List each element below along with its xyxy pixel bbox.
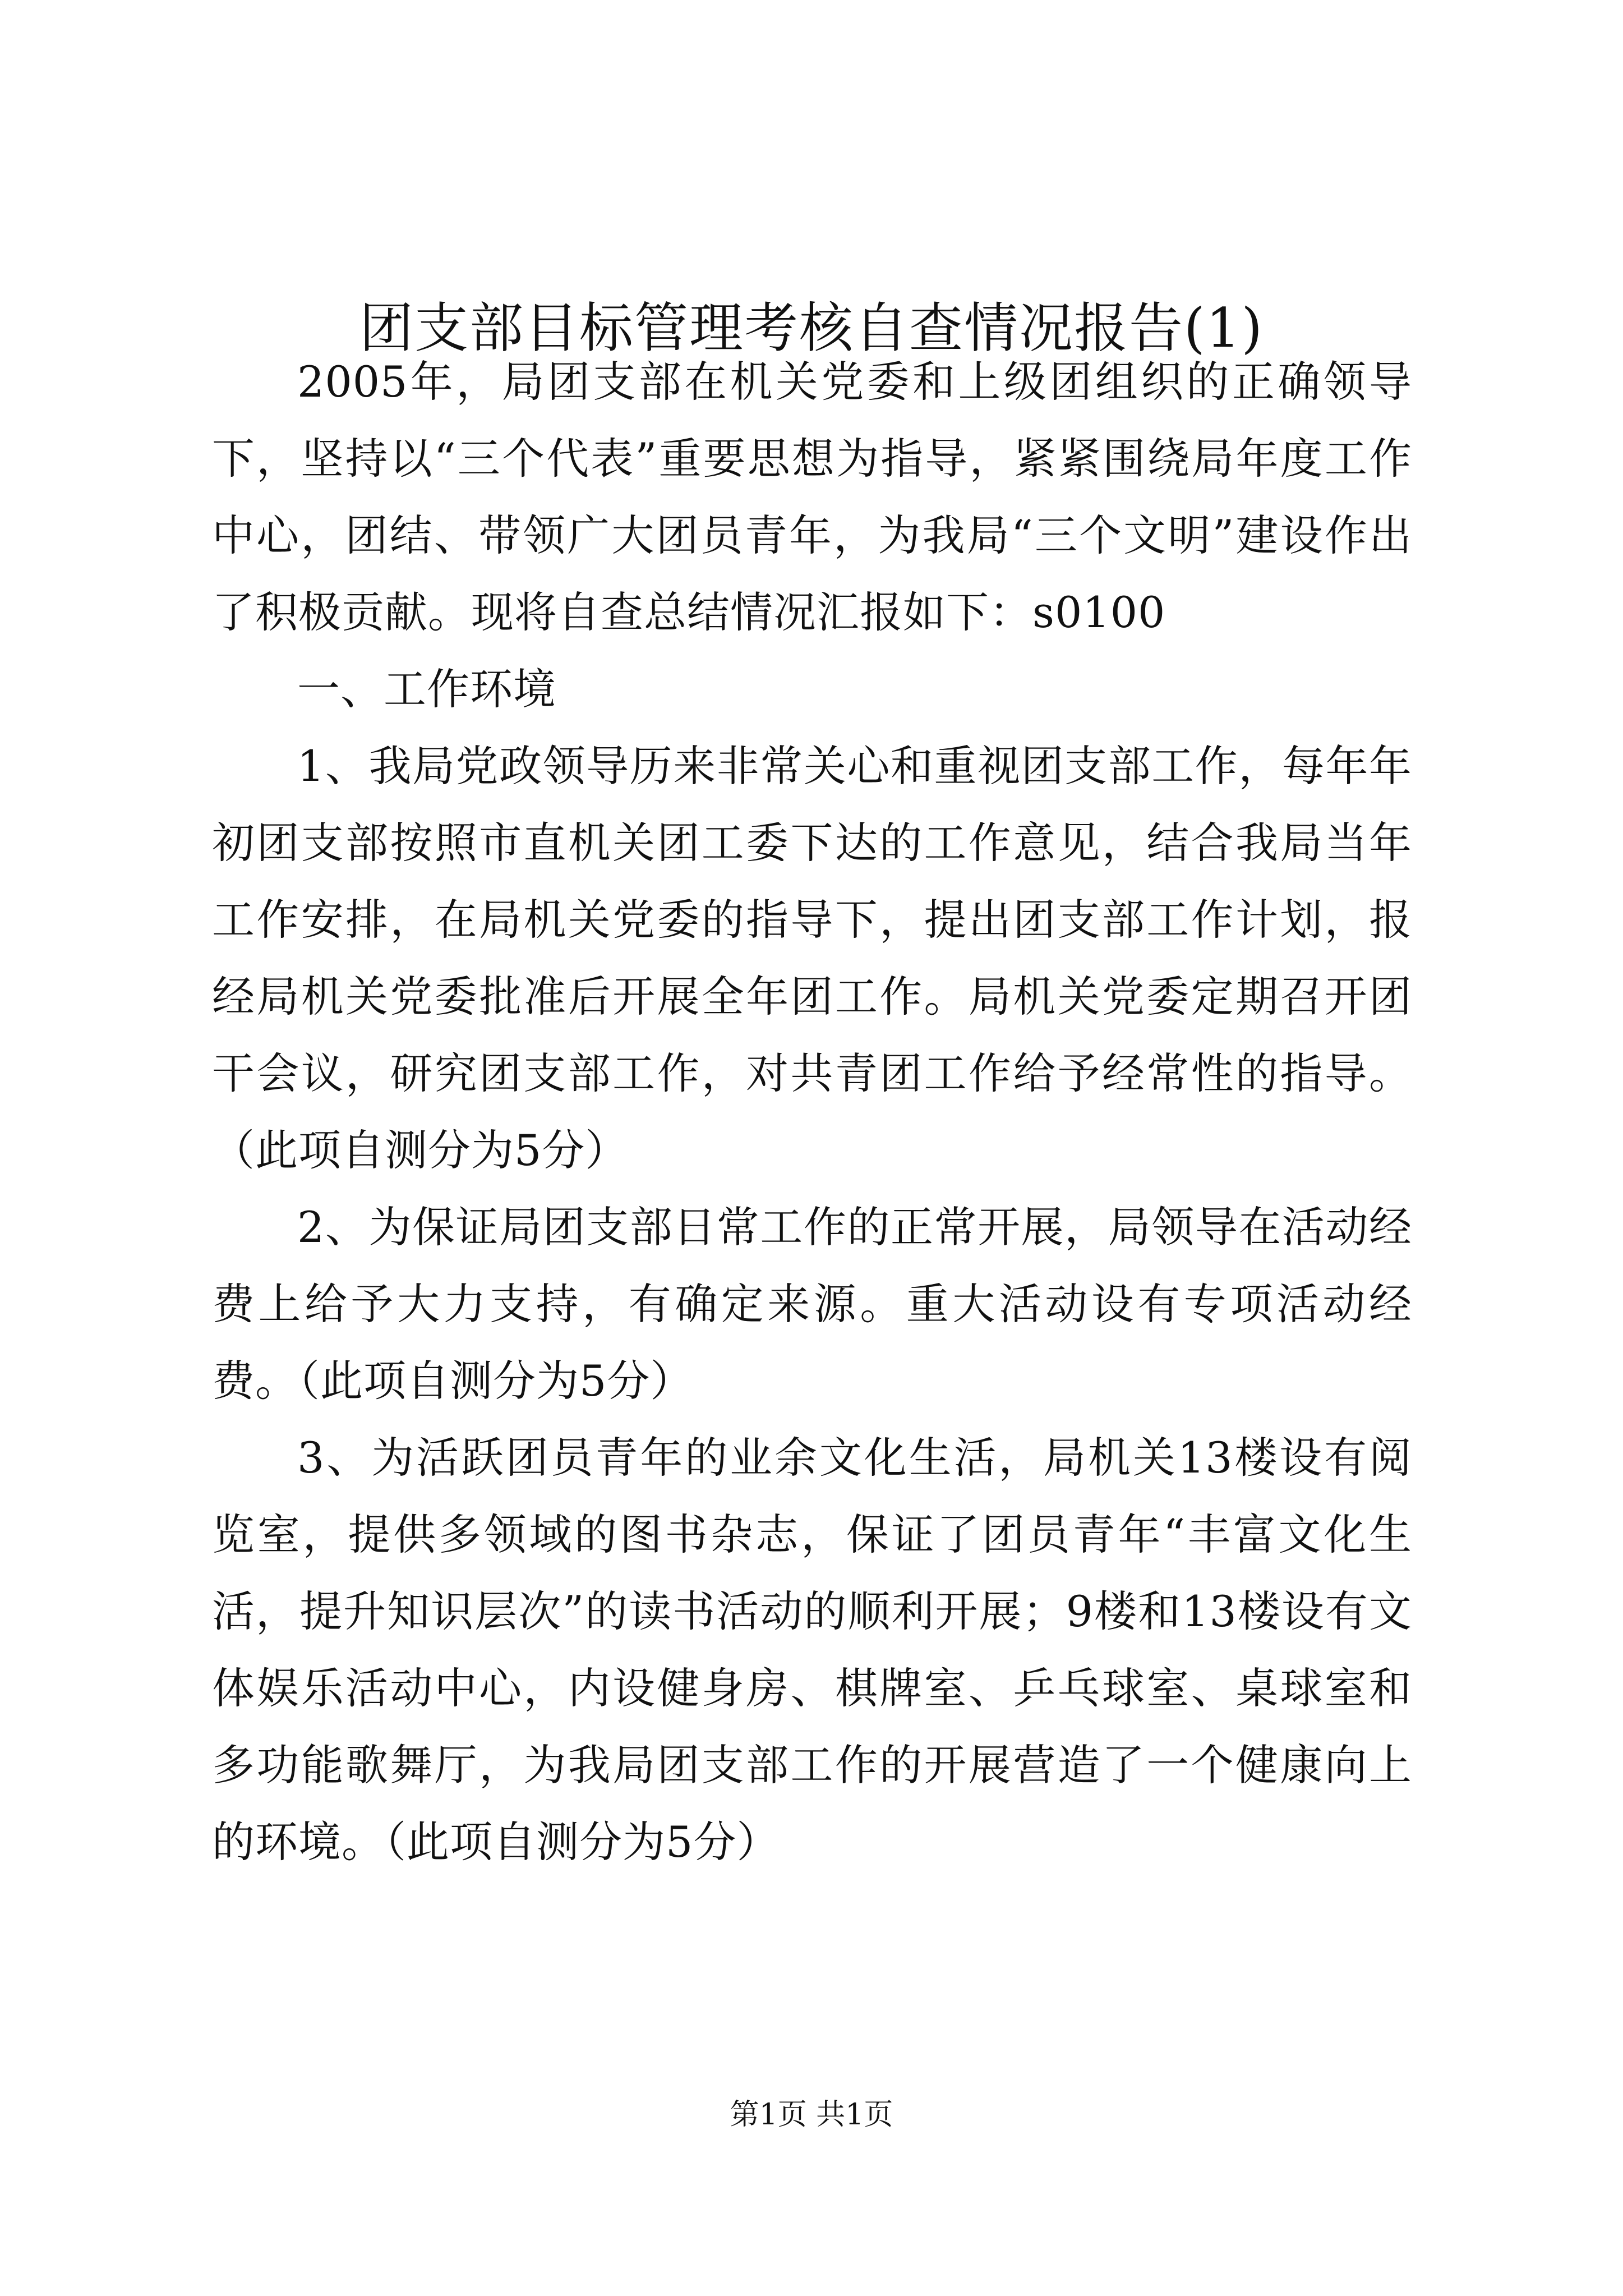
document-title: 团支部目标管理考核自查情况报告(1) — [359, 297, 1264, 360]
paragraph-item-2: 2、为保证局团支部日常工作的正常开展，局领导在活动经费上给予大力支持，有确定来源。重大活动设有专项活动经费。（此项自测分为5分） — [212, 1202, 1412, 1406]
document-body — [212, 343, 1412, 1880]
paragraph-intro: 2005年，局团支部在机关党委和上级团组织的正确领导下，坚持以“三个代表”重要思想为指导，紧紧围绕局年度工作中心，团结、带领广大团员青年，为我局“三个文明”建设作出了积极贡献。现将自查总结情况汇报如下：s0100 — [212, 357, 1412, 637]
paragraph-item-1: 1、我局党政领导历来非常关心和重视团支部工作，每年年初团支部按照市直机关团工委下达的工作意见，结合我局当年工作安排，在局机关党委的指导下，提出团支部工作计划，报经局机关党委批准后开展全年团工作。局机关党委定期召开团干会议，研究团支部工作，对共青团工作给予经常性的指导。（此项自测分为5分） — [212, 741, 1412, 1175]
paragraph-item-3: 3、为活跃团员青年的业余文化生活，局机关13楼设有阅览室，提供多领域的图书杂志，保证了团员青年“丰富文化生活，提升知识层次”的读书活动的顺利开展；9楼和13楼设有文体娱乐活动中心，内设健身房、棋牌室、乒乓球室、桌球室和多功能歌舞厅，为我局团支部工作的开展营造了一个健康向上的环境。（此项自测分为5分） — [212, 1433, 1412, 1867]
section-heading-work-environment: 一、工作环境 — [297, 664, 556, 714]
page-footer: 第1页 共1页 — [730, 2098, 893, 2132]
